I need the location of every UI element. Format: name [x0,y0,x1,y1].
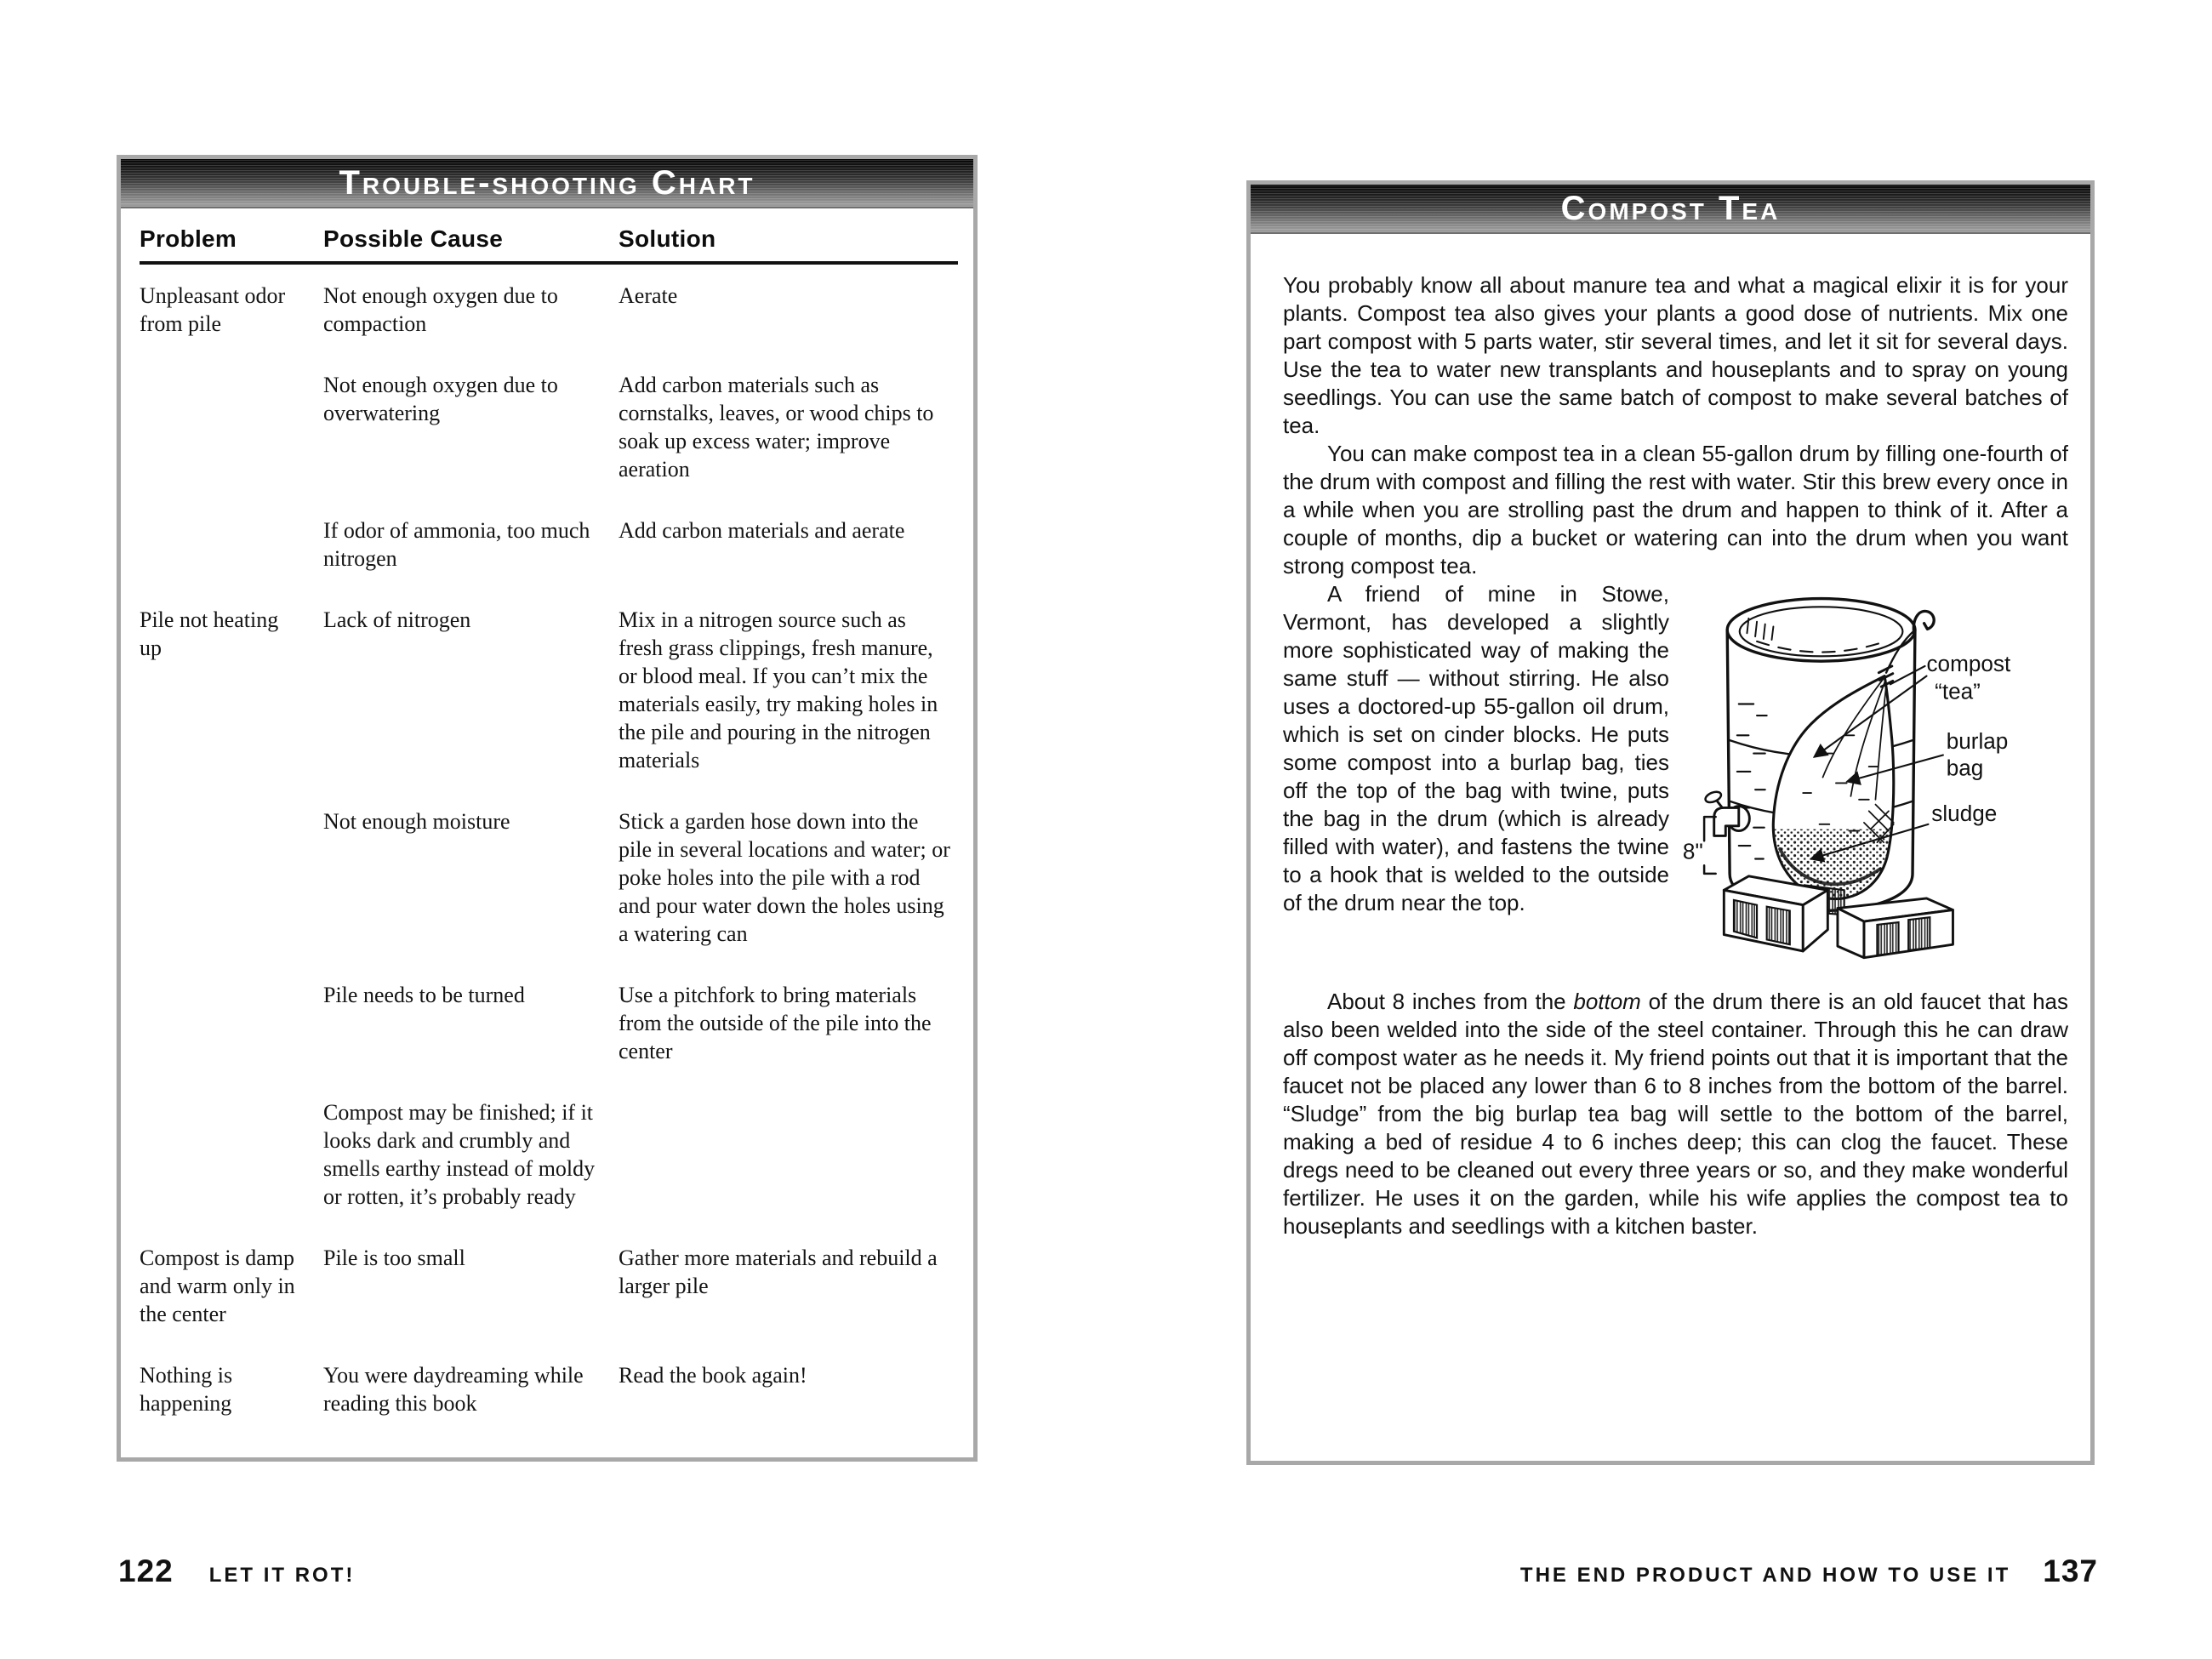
cell-cause: Not enough oxygen due to compaction [323,283,558,336]
hook-icon [1913,611,1934,635]
book-title-running-head: LET IT ROT! [208,1564,356,1587]
cell-problem [140,516,323,573]
cell-cause: If odor of ammonia, too much nitrogen [323,518,590,571]
cell-problem [140,807,323,948]
cell-solution: Mix in a nitrogen source such as fresh grass clippings, fresh manure, or blood meal. If you can’t mix the materials easily, try making holes in the pile and pouring in the nitrogen materials [619,607,938,772]
compost-tea-label-2: “tea” [1935,678,1981,704]
cell-problem: Unpleasant odor from pile [140,283,286,336]
cell-cause: Lack of nitrogen [323,607,471,632]
cell-problem: Pile not heating up [140,607,279,660]
cell-problem: Nothing is happening [140,1363,233,1416]
table-row [140,1098,958,1211]
compost-tea-article [1251,234,2090,1240]
paragraph [1283,271,2068,440]
column-header-problem: Problem [140,225,237,252]
cell-solution [619,1098,958,1211]
table-row [140,282,958,338]
cell-solution: Gather more materials and rebuild a larger pile [619,1246,938,1298]
column-header-cause: Possible Cause [323,225,504,252]
table-row [140,516,958,573]
sludge-label: sludge [1931,800,1998,826]
table-header-row [121,208,973,253]
table-row [140,981,958,1065]
cell-solution: Add carbon materials such as cornstalks, leaves, or wood chips to soak up excess water; improve aeration [619,373,934,482]
burlap-bag-label-2: bag [1946,755,1984,781]
trouble-table-rows [121,265,973,1417]
drum-illustration [1681,584,2068,979]
text-run: You can make compost tea in a clean 55-gallon drum by filling one-fourth of the drum with compost and filling the rest with water. Stir this brew every once in a while when you are strolling past the drum and happen to think of it. After a couple of months, dip a bucket or watering can into the drum when you want strong compost tea. [1283,441,2068,579]
cell-solution: Stick a garden hose down into the pile in several locations and water; or poke holes into the pile with a rod and pour water down the holes using a watering can [619,809,950,946]
left-page-number: 122 [118,1554,174,1588]
cell-solution: Use a pitchfork to bring materials from the outside of the pile into the center [619,983,932,1063]
cell-cause: Not enough oxygen due to overwatering [323,373,558,425]
cell-problem: Compost is damp and warm only in the center [140,1246,295,1326]
text-run: of the drum there is an old faucet that has also been welded into the side of the steel container. Through this he can draw off compost water as he needs it. My friend points out that it is important that the faucet not be placed any lower than 6 to 8 inches from the bottom of the barrel. “Sludge” from the big burlap tea bag will settle to the bottom of the barrel, making a bed of residue 4 to 6 inches deep; this can clog the faucet. These dregs need to be cleaned out every three years or so, and they make wonderful fertilizer. He uses it on the garden, while his wife applies the compost tea to houseplants and seedlings with a kitchen baster. [1283,989,2068,1239]
compost-tea-figure [1681,584,2068,979]
left-page [117,155,978,1462]
table-row [140,1361,958,1417]
table-row [140,807,958,948]
table-row [140,1244,958,1328]
compost-tea-label: compost [1926,650,2011,676]
paragraph [1283,440,2068,580]
column-header-solution: Solution [619,225,716,252]
cell-cause: Compost may be finished; if it looks dark and crumbly and smells earthy instead of moldy or rotten, it’s probably ready [323,1100,596,1209]
cell-problem [140,981,323,1065]
text-run: About 8 inches from the [1327,989,1574,1014]
table-row [140,371,958,483]
table-row [140,606,958,774]
cell-problem [140,1098,323,1211]
dimension-marker [1683,817,1716,874]
cell-solution: Aerate [619,283,678,308]
cell-cause: Not enough moisture [323,809,510,834]
trouble-chart-title-bar [121,159,973,208]
right-page-number: 137 [2043,1554,2098,1588]
text-run: A friend of mine in Stowe, Vermont, has developed a slightly more sophisticated way of making the same stuff — without stirring. He also uses a doctored-up 55-gallon oil drum, which is set on cinder blocks. He puts some compost into a burlap bag, ties off the top of the bag with twine, puts the bag in the drum (which is already filled with water), and fastens the twine to a hook that is welded to the outside of the drum near the top. [1283,581,1669,915]
right-footer [1520,1554,2098,1589]
cell-problem [140,371,323,483]
left-footer [118,1554,355,1589]
italic-text: bottom [1573,989,1641,1014]
trouble-chart-title: Trouble-shooting Chart [339,164,755,202]
cell-solution: Add carbon materials and aerate [619,518,905,543]
cell-cause: Pile needs to be turned [323,983,525,1007]
cell-solution: Read the book again! [619,1363,807,1388]
dimension-label: 8" [1682,838,1703,864]
burlap-bag-label: burlap [1946,727,2009,754]
cell-cause: You were daydreaming while reading this book [323,1363,584,1416]
chapter-title-running-head: THE END PRODUCT AND HOW TO USE IT [1519,1564,2011,1587]
compost-tea-title-bar [1251,185,2090,234]
cell-cause: Pile is too small [323,1246,465,1270]
compost-tea-title: Compost Tea [1560,190,1781,227]
right-page [1246,180,2095,1465]
paragraph [1283,988,2068,1240]
text-run: You probably know all about manure tea and what a magical elixir it is for your plants. Compost tea also gives your plants a good dose of nutrients. Mix one part compost with 5 parts water, stir several times, and let it sit for several days. Use the tea to water new transplants and houseplants and to spray on young seedlings. You can use the same batch of compost to make several batches of tea. [1283,272,2068,438]
